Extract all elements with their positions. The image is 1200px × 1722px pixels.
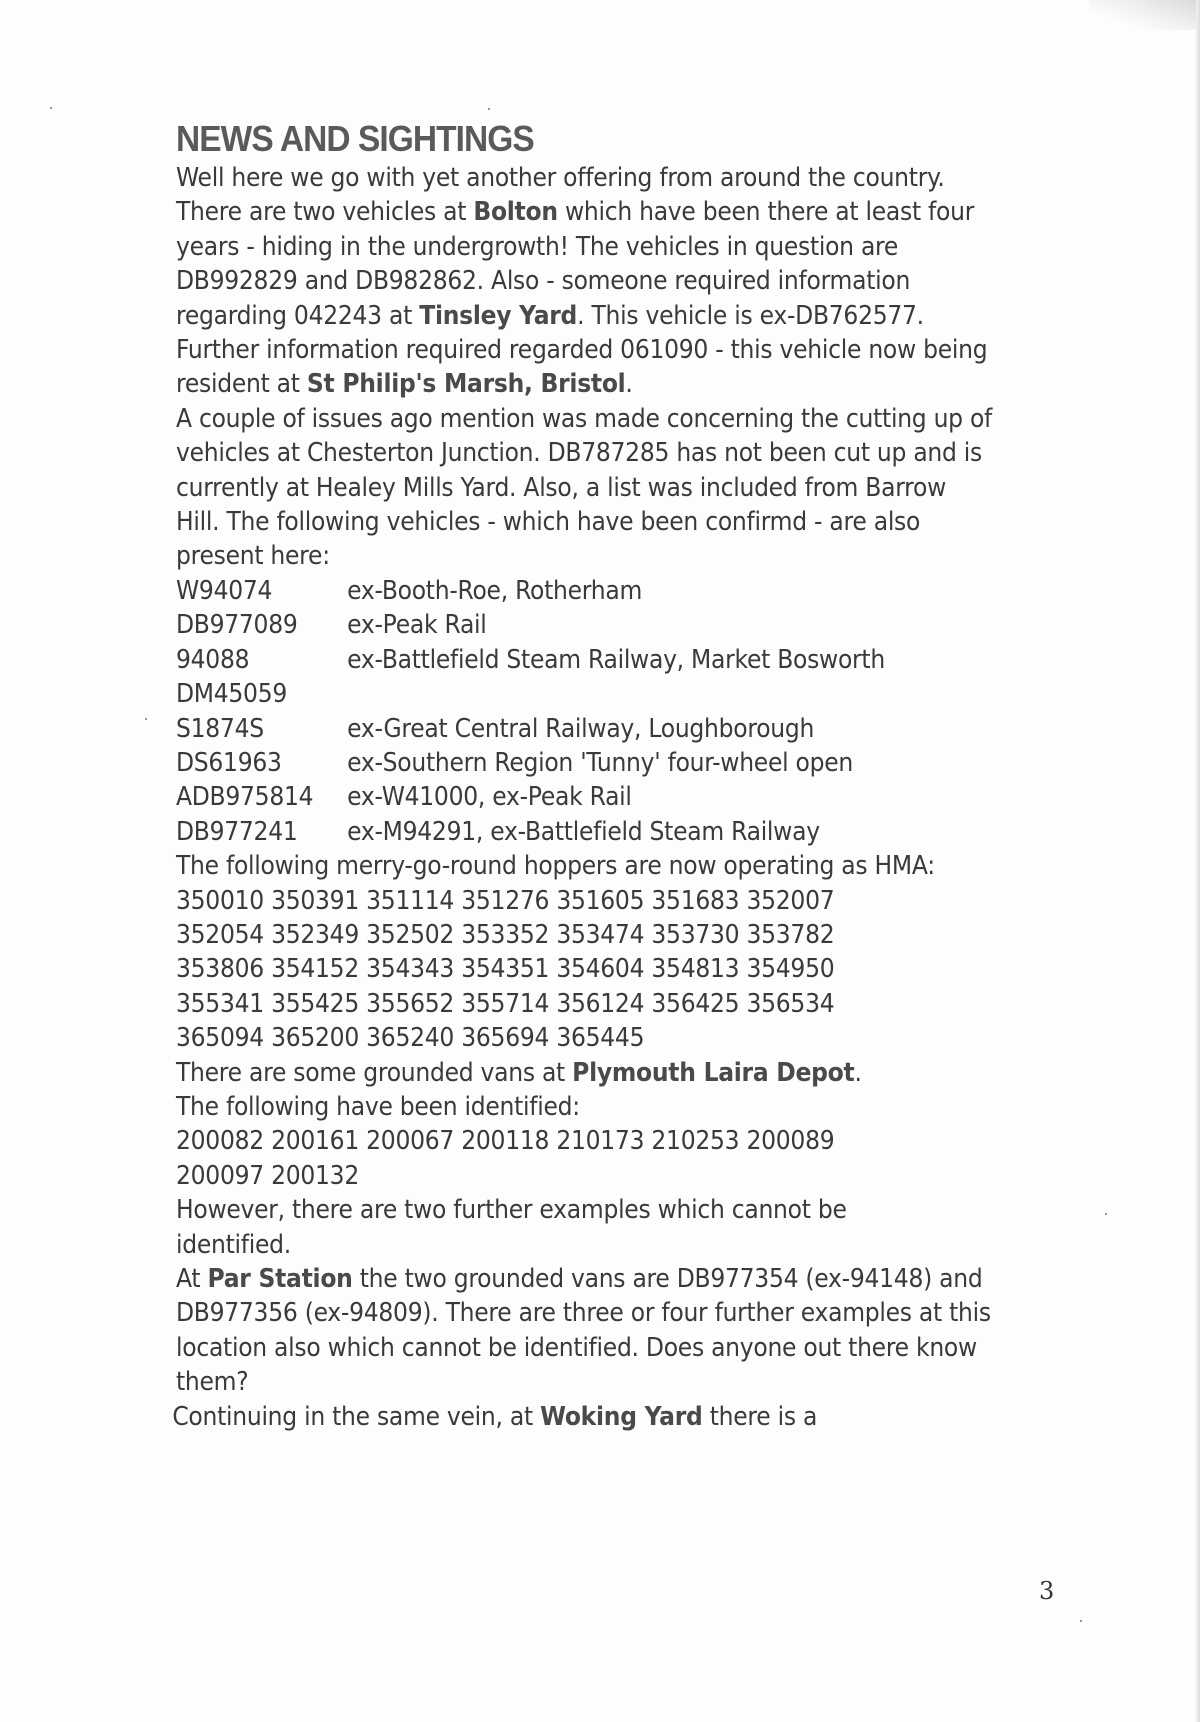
vehicle-row — [176, 712, 1096, 746]
vehicle-note: ex-Great Central Railway, Loughborough — [347, 713, 815, 744]
vehicle-id: S1874S — [176, 713, 264, 744]
vehicle-row — [176, 815, 1096, 849]
hma-number-line: 353806 354152 354343 354351 354604 354813 354950 — [176, 954, 835, 985]
vehicle-row — [176, 643, 1096, 677]
vehicle-row — [176, 677, 1096, 711]
page-number: 3 — [1039, 1577, 1055, 1605]
scan-corner-shadow — [1090, 0, 1200, 30]
par-paragraph: At Par Station the two grounded vans are DB977354 (ex-94148) and DB977356 (ex-94809). There are three or four further examples at this location also which cannot be identified. Does anyone out there know them? — [176, 1264, 991, 1398]
vehicle-id: DS61963 — [176, 747, 282, 778]
vehicle-note: ex-Booth-Roe, Rotherham — [347, 575, 643, 606]
vehicle-id: DB977089 — [176, 610, 298, 641]
article — [172, 118, 1096, 1434]
scan-speck — [1105, 1213, 1107, 1215]
chesterton-paragraph: A couple of issues ago mention was made concerning the cutting up of vehicles at Chesterton Junction. DB787285 has not been cut up and is currently at Healey Mills Yard. Also, a list was included from Barrow Hill. The following vehicles - which have been confirmd - are also present here: — [176, 403, 993, 572]
barrow-hill-list — [176, 574, 1096, 849]
hma-number-line: 352054 352349 352502 353352 353474 353730 353782 — [176, 919, 835, 950]
scan-speck — [1080, 1620, 1082, 1622]
hma-number-list — [176, 884, 1096, 1056]
vehicle-note: ex-M94291, ex-Battlefield Steam Railway — [347, 816, 820, 847]
hma-intro: The following merry-go-round hoppers are now operating as HMA: — [176, 851, 935, 882]
plymouth-unidentified: However, there are two further examples which cannot be identified. — [176, 1195, 847, 1260]
vehicle-note: ex-W41000, ex-Peak Rail — [347, 782, 632, 813]
vehicle-row — [176, 746, 1096, 780]
hma-number-line: 355341 355425 355652 355714 356124 356425 356534 — [176, 988, 835, 1019]
vehicle-row — [176, 608, 1096, 642]
vehicle-id: W94074 — [176, 575, 273, 606]
place-bolton: Bolton — [473, 197, 558, 228]
vehicle-note: ex-Battlefield Steam Railway, Market Bosworth — [347, 644, 885, 675]
vehicle-note: ex-Peak Rail — [347, 610, 487, 641]
vehicle-id: ADB975814 — [176, 782, 314, 813]
woking-paragraph: Continuing in the same vein, at Woking Yard there is a — [172, 1401, 818, 1432]
scan-page-edge — [1196, 0, 1200, 1722]
place-plymouth-laira-depot: Plymouth Laira Depot — [572, 1057, 855, 1088]
plymouth-number-line: 200082 200161 200067 200118 210173 210253 200089 — [176, 1126, 835, 1157]
place-st-philips-marsh: St Philip's Marsh, Bristol — [306, 369, 626, 400]
vehicle-id: DM45059 — [176, 679, 288, 710]
hma-number-line: 365094 365200 365240 365694 365445 — [176, 1023, 645, 1054]
vehicle-note: ex-Southern Region 'Tunny' four-wheel open — [347, 747, 853, 778]
place-woking-yard: Woking Yard — [540, 1401, 703, 1432]
scan-speck — [50, 107, 52, 109]
intro-paragraph: Well here we go with yet another offering from around the country. — [176, 163, 945, 193]
plymouth-number-list — [176, 1124, 1096, 1193]
scan-speck — [488, 108, 490, 110]
scan-speck — [145, 718, 147, 720]
vehicle-id: 94088 — [176, 644, 250, 675]
plymouth-number-line: 200097 200132 — [176, 1160, 359, 1191]
place-par-station: Par Station — [207, 1264, 353, 1294]
vehicle-row — [176, 574, 1096, 608]
vehicle-id: DB977241 — [176, 816, 298, 847]
plymouth-paragraph: There are some grounded vans at Plymouth Laira Depot. The following have been identified: — [176, 1057, 862, 1122]
article-heading: NEWS AND SIGHTINGS — [176, 118, 534, 159]
hma-number-line: 350010 350391 351114 351276 351605 351683 352007 — [176, 885, 835, 916]
place-tinsley-yard: Tinsley Yard — [419, 300, 578, 331]
bolton-paragraph: There are two vehicles at Bolton which have been there at least four years - hiding in the undergrowth! The vehicles in question are DB992829 and DB982862. Also - someone required information regarding 042243 at Tinsley Yard. This vehicle is ex-DB762577. Further information required regarded 061090 - this vehicle now being resident at St Philip's Marsh, Bristol. — [176, 197, 988, 400]
vehicle-row — [176, 780, 1096, 814]
article-body — [172, 161, 1096, 1434]
